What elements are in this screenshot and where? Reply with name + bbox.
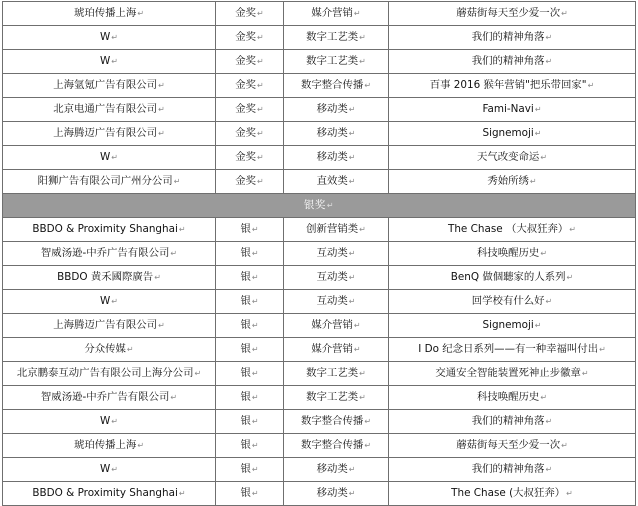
section-label: 银奖	[303, 199, 326, 211]
company-cell	[3, 410, 216, 434]
award-text: 银	[240, 223, 251, 235]
paragraph-mark: ↵	[111, 465, 118, 474]
table-row	[3, 26, 636, 50]
table-row	[3, 410, 636, 434]
category-cell	[284, 362, 389, 386]
paragraph-mark: ↵	[158, 105, 165, 114]
paragraph-mark: ↵	[545, 57, 553, 66]
paragraph-mark: ↵	[359, 225, 366, 234]
paragraph-mark: ↵	[126, 345, 134, 354]
table-row	[3, 290, 636, 314]
company-text: 分众传媒	[84, 343, 126, 355]
paragraph-mark: ↵	[540, 393, 548, 402]
paragraph-mark: ↵	[359, 369, 366, 378]
paragraph-mark: ↵	[251, 225, 259, 234]
work-text: 秀始所绣	[487, 175, 529, 187]
work-text: 蘑菇街每天至少爱一次	[456, 7, 561, 19]
paragraph-mark: ↵	[111, 57, 118, 66]
table-row	[3, 218, 636, 242]
category-cell	[284, 242, 389, 266]
company-text: 上海氩氪广告有限公司	[53, 79, 158, 91]
award-cell	[216, 314, 284, 338]
award-cell	[216, 50, 284, 74]
work-cell	[389, 242, 636, 266]
table-row	[3, 2, 636, 26]
work-text: I Do 纪念日系列——有一种幸福叫付出	[418, 343, 599, 355]
award-text: 银	[240, 487, 251, 499]
company-cell	[3, 458, 216, 482]
paragraph-mark: ↵	[348, 273, 356, 282]
paragraph-mark: ↵	[257, 81, 264, 90]
company-text: BBDO & Proximity Shanghai	[32, 487, 178, 499]
award-text: 金奖	[235, 31, 257, 43]
work-text: 百事 2016 猴年营销"把乐带回家"	[429, 79, 587, 91]
paragraph-mark: ↵	[364, 81, 372, 90]
work-cell	[389, 218, 636, 242]
award-cell	[216, 482, 284, 506]
paragraph-mark: ↵	[566, 273, 574, 282]
table-row	[3, 146, 636, 170]
category-text: 互动类	[316, 271, 348, 283]
category-cell	[284, 2, 389, 26]
paragraph-mark: ↵	[158, 81, 165, 90]
company-text: 琥珀传播上海	[73, 7, 137, 19]
award-cell	[216, 410, 284, 434]
award-cell	[216, 266, 284, 290]
company-cell	[3, 242, 216, 266]
work-text: The Chase (大叔狂奔）	[451, 487, 566, 499]
award-text: 银	[240, 271, 251, 283]
company-cell	[3, 338, 216, 362]
paragraph-mark: ↵	[251, 297, 259, 306]
category-cell	[284, 170, 389, 194]
company-cell	[3, 314, 216, 338]
category-cell	[284, 434, 389, 458]
category-cell	[284, 458, 389, 482]
category-text: 数字工艺类	[306, 31, 359, 43]
company-text: 北京电通广告有限公司	[53, 103, 158, 115]
category-text: 数字整合传播	[300, 439, 364, 451]
award-text: 银	[240, 247, 251, 259]
paragraph-mark: ↵	[364, 417, 372, 426]
category-cell	[284, 410, 389, 434]
category-cell	[284, 290, 389, 314]
category-text: 媒介营销	[311, 343, 353, 355]
work-cell	[389, 458, 636, 482]
table-row	[3, 50, 636, 74]
table-row	[3, 338, 636, 362]
work-cell	[389, 170, 636, 194]
paragraph-mark: ↵	[178, 489, 186, 498]
paragraph-mark: ↵	[529, 177, 537, 186]
company-cell	[3, 26, 216, 50]
award-cell	[216, 74, 284, 98]
work-text: 我们的精神角落	[471, 55, 545, 67]
award-cell	[216, 458, 284, 482]
award-text: 银	[240, 367, 251, 379]
award-cell	[216, 242, 284, 266]
paragraph-mark: ↵	[173, 177, 181, 186]
category-cell	[284, 50, 389, 74]
paragraph-mark: ↵	[251, 369, 259, 378]
paragraph-mark: ↵	[569, 225, 576, 234]
company-cell	[3, 218, 216, 242]
award-cell	[216, 2, 284, 26]
award-cell	[216, 386, 284, 410]
table-row	[3, 242, 636, 266]
company-cell	[3, 266, 216, 290]
paragraph-mark: ↵	[566, 489, 573, 498]
paragraph-mark: ↵	[257, 57, 264, 66]
company-text: 琥珀传播上海	[73, 439, 137, 451]
paragraph-mark: ↵	[353, 345, 361, 354]
category-text: 移动类	[316, 127, 348, 139]
award-text: 银	[240, 343, 251, 355]
company-text: 上海腾迈广告有限公司	[53, 319, 158, 331]
category-cell	[284, 218, 389, 242]
work-text: BenQ 做個聽家的人系列	[450, 271, 566, 283]
award-cell	[216, 170, 284, 194]
work-text: Signemoji	[482, 127, 534, 139]
paragraph-mark: ↵	[158, 321, 165, 330]
paragraph-mark: ↵	[348, 465, 356, 474]
paragraph-mark: ↵	[545, 297, 553, 306]
paragraph-mark: ↵	[154, 273, 161, 282]
category-cell	[284, 338, 389, 362]
paragraph-mark: ↵	[540, 249, 548, 258]
silver-section	[3, 218, 636, 506]
work-cell	[389, 98, 636, 122]
work-text: 天气改变命运	[476, 151, 540, 163]
work-text: The Chase （大叔狂奔）	[448, 223, 569, 235]
paragraph-mark: ↵	[257, 9, 264, 18]
company-cell	[3, 362, 216, 386]
category-cell	[284, 314, 389, 338]
paragraph-mark: ↵	[348, 489, 356, 498]
work-text: Fami-Navi	[482, 103, 534, 115]
paragraph-mark: ↵	[534, 321, 542, 330]
category-text: 数字工艺类	[306, 55, 359, 67]
company-text: W	[100, 55, 111, 67]
award-text: 金奖	[235, 79, 257, 91]
award-text: 银	[240, 391, 251, 403]
category-text: 媒介营销	[311, 319, 353, 331]
work-cell	[389, 386, 636, 410]
company-cell	[3, 482, 216, 506]
paragraph-mark: ↵	[251, 273, 259, 282]
work-cell	[389, 266, 636, 290]
paragraph-mark: ↵	[257, 105, 264, 114]
work-text: 我们的精神角落	[471, 463, 545, 475]
award-text: 金奖	[235, 127, 257, 139]
work-text: 蘑菇街每天至少爱一次	[456, 439, 561, 451]
paragraph-mark: ↵	[599, 345, 606, 354]
work-cell	[389, 122, 636, 146]
paragraph-mark: ↵	[348, 249, 356, 258]
company-cell	[3, 386, 216, 410]
paragraph-mark: ↵	[257, 177, 264, 186]
company-text: 上海腾迈广告有限公司	[53, 127, 158, 139]
category-cell	[284, 386, 389, 410]
company-text: W	[100, 463, 111, 475]
work-cell	[389, 482, 636, 506]
work-cell	[389, 434, 636, 458]
award-cell	[216, 362, 284, 386]
company-cell	[3, 434, 216, 458]
paragraph-mark: ↵	[137, 9, 145, 18]
company-cell	[3, 170, 216, 194]
work-cell	[389, 26, 636, 50]
paragraph-mark: ↵	[348, 105, 356, 114]
work-cell	[389, 314, 636, 338]
paragraph-mark: ↵	[251, 249, 259, 258]
company-text: 北京鹏泰互动广告有限公司上海分公司	[16, 367, 194, 379]
company-cell	[3, 2, 216, 26]
section-divider	[3, 194, 636, 218]
paragraph-mark: ↵	[251, 321, 259, 330]
paragraph-mark: ↵	[111, 417, 118, 426]
company-text: BBDO & Proximity Shanghai	[32, 223, 178, 235]
awards-table	[2, 1, 636, 506]
company-cell	[3, 146, 216, 170]
award-text: 金奖	[235, 55, 257, 67]
paragraph-mark: ↵	[251, 345, 259, 354]
paragraph-mark: ↵	[364, 441, 372, 450]
table-row	[3, 434, 636, 458]
table-row	[3, 122, 636, 146]
category-text: 创新营销类	[306, 223, 359, 235]
paragraph-mark: ↵	[353, 321, 361, 330]
company-cell	[3, 290, 216, 314]
paragraph-mark: ↵	[545, 465, 553, 474]
paragraph-mark: ↵	[170, 249, 178, 258]
paragraph-mark: ↵	[359, 393, 366, 402]
paragraph-mark: ↵	[587, 81, 595, 90]
table-row	[3, 266, 636, 290]
award-cell	[216, 218, 284, 242]
award-text: 银	[240, 463, 251, 475]
paragraph-mark: ↵	[257, 129, 264, 138]
paragraph-mark: ↵	[348, 153, 356, 162]
work-cell	[389, 290, 636, 314]
work-cell	[389, 74, 636, 98]
company-cell	[3, 50, 216, 74]
category-text: 移动类	[316, 103, 348, 115]
work-text: 交通安全智能装置死神止步徽章	[435, 367, 581, 379]
company-text: 智威汤逊-中乔广告有限公司	[40, 391, 170, 403]
paragraph-mark: ↵	[178, 225, 186, 234]
category-text: 数字整合传播	[300, 415, 364, 427]
category-text: 移动类	[316, 151, 348, 163]
category-cell	[284, 266, 389, 290]
award-text: 金奖	[235, 103, 257, 115]
category-cell	[284, 122, 389, 146]
paragraph-mark: ↵	[257, 153, 264, 162]
category-cell	[284, 98, 389, 122]
award-text: 银	[240, 319, 251, 331]
company-text: W	[100, 31, 111, 43]
section-header-silver	[3, 194, 636, 218]
category-text: 直效类	[316, 175, 348, 187]
paragraph-mark: ↵	[348, 177, 356, 186]
table-right-edge	[635, 1, 636, 496]
award-cell	[216, 290, 284, 314]
work-text: 回学校有什么好	[471, 295, 545, 307]
table-row	[3, 482, 636, 506]
paragraph-mark: ↵	[111, 297, 118, 306]
company-cell	[3, 74, 216, 98]
paragraph-mark: ↵	[251, 393, 259, 402]
table-row	[3, 386, 636, 410]
award-cell	[216, 122, 284, 146]
paragraph-mark: ↵	[359, 33, 366, 42]
category-cell	[284, 26, 389, 50]
category-text: 数字工艺类	[306, 391, 359, 403]
table-row	[3, 98, 636, 122]
award-cell	[216, 338, 284, 362]
work-text: 科技唤醒历史	[476, 391, 540, 403]
paragraph-mark: ↵	[534, 105, 542, 114]
paragraph-mark: ↵	[353, 9, 361, 18]
category-text: 数字整合传播	[300, 79, 364, 91]
company-cell	[3, 122, 216, 146]
table-row	[3, 458, 636, 482]
award-cell	[216, 98, 284, 122]
award-cell	[216, 26, 284, 50]
category-cell	[284, 146, 389, 170]
work-cell	[389, 338, 636, 362]
gold-section	[3, 2, 636, 194]
award-text: 金奖	[235, 151, 257, 163]
work-text: 科技唤醒历史	[476, 247, 540, 259]
section-row	[3, 194, 636, 218]
paragraph-mark: ↵	[545, 417, 553, 426]
paragraph-mark: ↵	[257, 33, 264, 42]
category-cell	[284, 482, 389, 506]
work-text: 我们的精神角落	[471, 415, 545, 427]
paragraph-mark: ↵	[534, 129, 542, 138]
category-text: 数字工艺类	[306, 367, 359, 379]
company-text: W	[100, 415, 111, 427]
paragraph-mark: ↵	[326, 201, 335, 210]
table-row	[3, 314, 636, 338]
paragraph-mark: ↵	[359, 57, 366, 66]
table-row	[3, 74, 636, 98]
category-text: 互动类	[316, 295, 348, 307]
paragraph-mark: ↵	[111, 153, 118, 162]
work-cell	[389, 2, 636, 26]
paragraph-mark: ↵	[194, 369, 202, 378]
company-text: BBDO 黄禾國際廣告	[57, 271, 154, 283]
work-cell	[389, 146, 636, 170]
category-text: 移动类	[316, 463, 348, 475]
awards-sheet	[2, 1, 635, 506]
paragraph-mark: ↵	[561, 9, 568, 18]
paragraph-mark: ↵	[111, 33, 118, 42]
category-cell	[284, 74, 389, 98]
paragraph-mark: ↵	[581, 369, 589, 378]
paragraph-mark: ↵	[348, 297, 356, 306]
company-cell	[3, 98, 216, 122]
award-cell	[216, 146, 284, 170]
work-text: Signemoji	[482, 319, 534, 331]
work-cell	[389, 410, 636, 434]
award-text: 银	[240, 439, 251, 451]
category-text: 移动类	[316, 487, 348, 499]
paragraph-mark: ↵	[561, 441, 568, 450]
award-text: 银	[240, 295, 251, 307]
award-text: 金奖	[235, 7, 257, 19]
work-cell	[389, 50, 636, 74]
award-text: 银	[240, 415, 251, 427]
table-row	[3, 362, 636, 386]
table-row	[3, 170, 636, 194]
company-text: W	[100, 151, 111, 163]
company-text: 阳狮广告有限公司广州分公司	[37, 175, 173, 187]
paragraph-mark: ↵	[348, 129, 356, 138]
category-text: 互动类	[316, 247, 348, 259]
company-text: W	[100, 295, 111, 307]
category-text: 媒介营销	[311, 7, 353, 19]
paragraph-mark: ↵	[251, 441, 259, 450]
paragraph-mark: ↵	[158, 129, 165, 138]
paragraph-mark: ↵	[545, 33, 553, 42]
paragraph-mark: ↵	[251, 417, 259, 426]
award-cell	[216, 434, 284, 458]
work-text: 我们的精神角落	[471, 31, 545, 43]
paragraph-mark: ↵	[251, 465, 259, 474]
company-text: 智威汤逊-中乔广告有限公司	[40, 247, 170, 259]
paragraph-mark: ↵	[251, 489, 259, 498]
paragraph-mark: ↵	[137, 441, 145, 450]
paragraph-mark: ↵	[170, 393, 178, 402]
award-text: 金奖	[235, 175, 257, 187]
paragraph-mark: ↵	[540, 153, 548, 162]
work-cell	[389, 362, 636, 386]
